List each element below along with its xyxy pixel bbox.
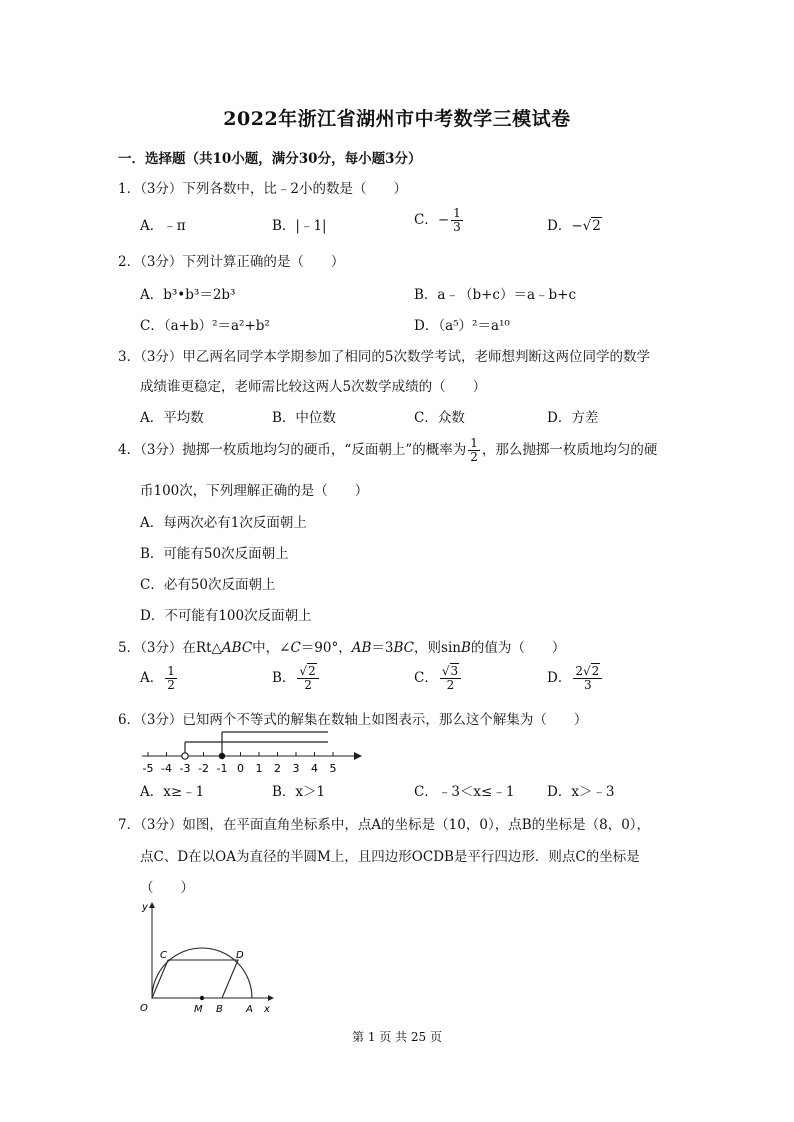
- page-footer: 第 1 页 共 25 页: [352, 1030, 442, 1044]
- tick-label: -3: [179, 762, 191, 775]
- q3-stem-line1: 3．（3分）甲乙两名同学本学期参加了相同的5次数学考试，老师想判断这两位同学的数学: [118, 349, 651, 365]
- q3-option-a: A．平均数: [140, 410, 204, 426]
- tick-label: -5: [142, 762, 154, 775]
- label-x: x: [264, 1004, 270, 1015]
- section-heading: 一．选择题（共10小题，满分30分，每小题3分）: [118, 151, 422, 167]
- q5-option-a: A． $\frac{1}{2}$: [140, 664, 175, 692]
- q2-option-c: C．（a+b）²＝a²+b²: [140, 318, 270, 334]
- label-d: D: [236, 950, 244, 961]
- arrow-icon: [354, 752, 362, 760]
- x-arrow-icon: [268, 995, 274, 1001]
- q5-stem: 5．（3分）在Rt△ABC中，∠C＝90°，AB＝3BC，则sinB的值为（ ）: [118, 640, 566, 656]
- label-m: M: [194, 1004, 203, 1015]
- q3-option-d: D．方差: [547, 410, 599, 426]
- q4-option-c: C．必有50次反面朝上: [140, 577, 276, 593]
- closed-point: [219, 753, 225, 759]
- fraction: $\frac{1}{3}$: [453, 206, 461, 234]
- open-point: [182, 753, 188, 759]
- center-point: [200, 996, 204, 1000]
- q6-option-b: B．x＞1: [272, 784, 326, 800]
- q1-option-c: C．− $\frac{1}{3}$: [414, 206, 461, 234]
- tick-label: 4: [311, 762, 318, 775]
- tick-label: -4: [161, 762, 172, 775]
- q3-option-c: C．众数: [414, 410, 465, 426]
- label-a: A: [246, 1004, 253, 1015]
- q7-stem-line3: （ ）: [140, 880, 194, 896]
- q5-option-d: D． $\frac{2√2}{3}$: [547, 665, 604, 692]
- q2-stem: 2．（3分）下列计算正确的是（ ）: [118, 254, 345, 270]
- tick-label: 3: [292, 762, 300, 775]
- q3-stem-line2: 成绩谁更稳定，老师需比较这两人5次数学成绩的（ ）: [140, 379, 487, 395]
- q1-option-b: B．|﹣1|: [272, 218, 327, 234]
- tick-label: 2: [274, 762, 281, 775]
- tick-label: 5: [329, 762, 337, 775]
- tick-label: -1: [216, 762, 228, 775]
- q7-stem-line1: 7．（3分）如图，在平面直角坐标系中，点A的坐标是（10，0），点B的坐标是（8，0），: [118, 817, 651, 833]
- label-y: y: [142, 902, 148, 913]
- q4-stem-line2: 币100次，下列理解正确的是（ ）: [140, 483, 369, 499]
- q2-option-b: B．a﹣（b+c）＝a﹣b+c: [414, 287, 577, 303]
- parallelogram-ocdb: [152, 960, 238, 998]
- coordinate-figure: [130, 898, 280, 1020]
- tick-label: 0: [237, 762, 244, 775]
- q2-option-d: D．（a⁵）²＝a¹⁰: [414, 318, 510, 334]
- q6-option-a: A．x≥﹣1: [140, 784, 205, 800]
- q4-option-b: B．可能有50次反面朝上: [140, 546, 289, 562]
- page-title: 2022年浙江省湖州市中考数学三模试卷: [223, 108, 571, 130]
- q4-stem-line1: 4．（3分）抛掷一枚质地均匀的硬币，“反面朝上”的概率为 $\frac{1}{2}$ ，那么抛掷一枚质地均匀的硬: [118, 436, 658, 464]
- q5-option-b: B． $\frac{√2}{2}$: [272, 665, 321, 692]
- q4-option-a: A．每两次必有1次反面朝上: [140, 515, 307, 531]
- y-arrow-icon: [149, 902, 155, 908]
- q6-stem: 6．（3分）已知两个不等式的解集在数轴上如图表示，那么这个解集为（ ）: [118, 712, 588, 728]
- tick-label: -2: [198, 762, 209, 775]
- q6-option-d: D．x＞﹣3: [547, 784, 615, 800]
- tick-label: 1: [255, 762, 263, 775]
- number-line: [136, 728, 366, 778]
- q4-option-d: D．不可能有100次反面朝上: [140, 608, 312, 624]
- q2-option-a: A．b³•b³＝2b³: [140, 287, 236, 303]
- q1-option-d: D．−√2: [547, 218, 601, 234]
- q6-option-c: C．﹣3＜x≤﹣1: [414, 784, 515, 800]
- q1-option-a: A．﹣π: [140, 218, 186, 234]
- q1-stem: 1．（3分）下列各数中，比﹣2小的数是（ ）: [118, 181, 408, 197]
- q7-stem-line2: 点C、D在以OA为直径的半圆M上，且四边形OCDB是平行四边形．则点C的坐标是: [140, 849, 640, 865]
- label-o: O: [140, 1003, 148, 1014]
- q5-option-c: C． $\frac{√3}{2}$: [414, 665, 463, 692]
- fraction: $\frac{1}{2}$: [470, 436, 478, 464]
- label-b: B: [216, 1004, 223, 1015]
- label-c: C: [160, 950, 167, 961]
- q3-option-b: B．中位数: [272, 410, 336, 426]
